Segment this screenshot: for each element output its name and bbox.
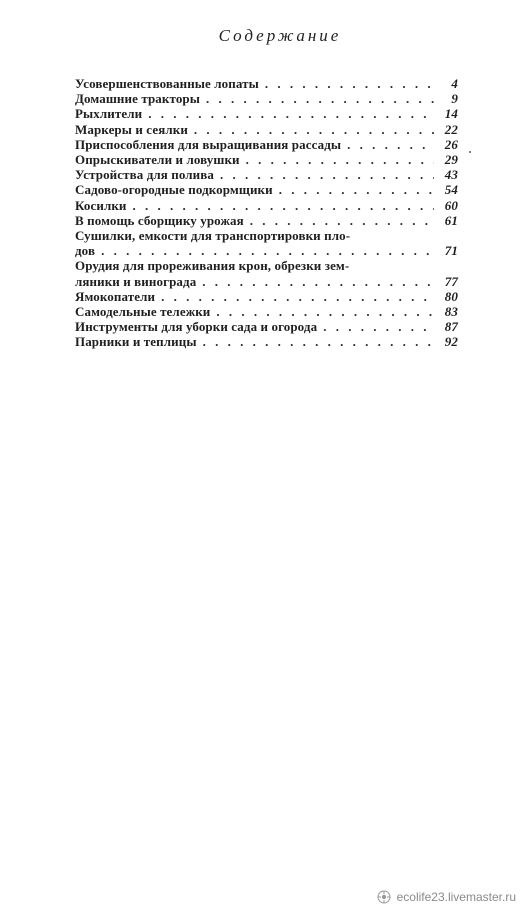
toc-entry-title: Маркеры и сеялки: [75, 121, 188, 137]
toc-page-number: 77: [444, 273, 458, 289]
print-speck: [469, 151, 471, 153]
toc-page-number: 43: [444, 167, 458, 183]
toc-entry-row: [75, 334, 458, 349]
toc-entry-row: [75, 167, 458, 182]
toc-page-number: 22: [444, 121, 458, 137]
toc-entry: [75, 258, 458, 288]
dot-leader: [323, 319, 434, 334]
toc-entry: [75, 137, 458, 152]
toc-entry-row-wrapped: [75, 228, 458, 243]
toc-entry-title: Устройства для полива: [75, 167, 214, 183]
toc-entry-title: Усовершенствованные лопаты: [75, 76, 259, 91]
toc-page-number: 9: [451, 91, 458, 107]
toc-page-number: 60: [444, 197, 458, 213]
dot-leader: [133, 198, 434, 213]
toc-entry-row: [75, 137, 458, 152]
dot-leader: [220, 167, 434, 182]
toc-entry: [75, 213, 458, 228]
toc-entry: [75, 167, 458, 182]
livemaster-logo-icon: [377, 890, 391, 904]
dot-leader: [203, 334, 434, 349]
toc-entry-title: Парники и теплицы: [75, 334, 197, 350]
toc-entry: [75, 228, 458, 258]
dot-leader: [279, 182, 434, 197]
watermark: [377, 890, 516, 904]
toc-entry-title: Опрыскиватели и ловушки: [75, 152, 240, 168]
dot-leader: [101, 243, 434, 258]
toc-entry-row: [75, 213, 458, 228]
toc-page-number: 14: [444, 106, 458, 122]
toc-entry-title: Садово-огородные подкормщики: [75, 182, 273, 198]
toc-page-number: 61: [444, 212, 458, 228]
toc-entry: [75, 152, 458, 167]
toc-entry-row: [75, 319, 458, 334]
dot-leader: [206, 91, 434, 106]
toc-entry-title: Орудия для прореживания крон, обрезки зем-: [75, 258, 350, 274]
toc-entry-row: [75, 182, 458, 197]
toc-entry: [75, 198, 458, 213]
table-of-contents: [75, 76, 458, 350]
toc-page-number: 80: [444, 288, 458, 304]
toc-entry-title: Сушилки, емкости для транспортировки пло-: [75, 228, 351, 244]
toc-page-number: 26: [444, 136, 458, 152]
dot-leader: [265, 76, 434, 91]
toc-entry-row: [75, 76, 458, 91]
toc-entry: [75, 319, 458, 334]
toc-entry-title: Самодельные тележки: [75, 304, 211, 320]
toc-entry-row: [75, 152, 458, 167]
toc-page-number: 92: [444, 334, 458, 350]
toc-entry: [75, 304, 458, 319]
toc-entry: [75, 122, 458, 137]
toc-entry-title: В помощь сборщику урожая: [75, 212, 244, 228]
page-title: Содержание: [218, 26, 342, 45]
toc-entry-title: Ямокопатели: [75, 288, 156, 304]
toc-entry: [75, 91, 458, 106]
toc-entry-title: Домашние тракторы: [75, 91, 200, 107]
toc-entry-row-wrapped: [75, 258, 458, 273]
dot-leader: [202, 274, 434, 289]
toc-entry: [75, 106, 458, 121]
toc-entry-row: [75, 122, 458, 137]
dot-leader: [216, 304, 434, 319]
dot-leader: [246, 152, 434, 167]
toc-entry-row: [75, 91, 458, 106]
toc-entry-row: [75, 243, 458, 258]
toc-page-number: 87: [444, 319, 458, 335]
toc-entry: [75, 334, 458, 349]
toc-entry-title: Косилки: [75, 197, 127, 213]
dot-leader: [161, 289, 434, 304]
dot-leader: [194, 122, 434, 137]
toc-entry-title: дов: [75, 243, 96, 259]
toc-entry-row: [75, 289, 458, 304]
toc-page-number: 54: [444, 182, 458, 198]
toc-entry-title: Инструменты для уборки сада и огорода: [75, 319, 318, 335]
dot-leader: [148, 106, 434, 121]
toc-entry-row: [75, 106, 458, 121]
toc-page-number: 4: [451, 76, 458, 91]
toc-entry-row: [75, 198, 458, 213]
toc-entry-row: [75, 274, 458, 289]
toc-entry: [75, 76, 458, 91]
toc-entry-title: ляники и винограда: [75, 273, 197, 289]
toc-page-number: 29: [444, 152, 458, 168]
toc-entry-title: Приспособления для выращивания рассады: [75, 136, 342, 152]
toc-entry: [75, 182, 458, 197]
dot-leader: [347, 137, 434, 152]
toc-entry: [75, 289, 458, 304]
toc-page-number: 83: [444, 304, 458, 320]
toc-entry-title: Рыхлители: [75, 106, 143, 122]
watermark-text: ecolife23.livemaster.ru: [396, 890, 516, 904]
toc-entry-row: [75, 304, 458, 319]
toc-page-number: 71: [444, 243, 458, 259]
dot-leader: [250, 213, 434, 228]
